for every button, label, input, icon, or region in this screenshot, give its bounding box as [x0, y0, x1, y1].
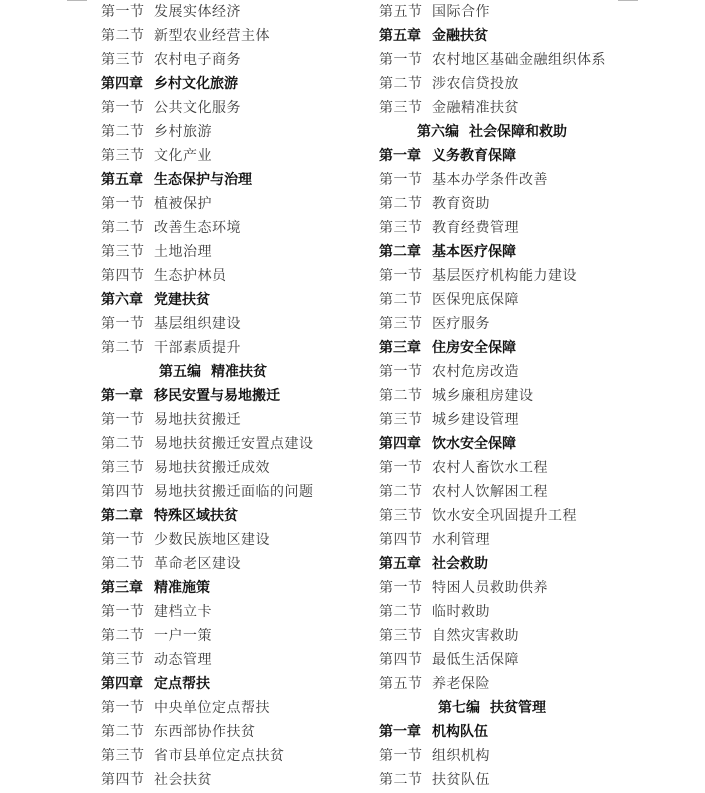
toc-section-title: 水利管理 — [432, 532, 490, 548]
toc-section-number: 第三节 — [379, 508, 423, 524]
toc-section-number: 第一节 — [101, 196, 145, 212]
toc-section-title: 农村人饮解困工程 — [432, 484, 548, 500]
toc-section-number: 第二节 — [101, 220, 145, 236]
toc-section-number: 第二节 — [101, 724, 145, 740]
toc-section-title: 组织机构 — [432, 748, 490, 764]
toc-section-number: 第一节 — [379, 580, 423, 596]
toc-chapter-entry — [101, 384, 381, 408]
toc-section-title: 土地治理 — [154, 244, 212, 260]
toc-section-entry — [101, 432, 381, 456]
toc-chapter-title: 生态保护与治理 — [154, 172, 252, 188]
toc-chapter-title: 社会救助 — [432, 556, 488, 572]
toc-section-entry — [379, 384, 679, 408]
toc-section-title: 临时救助 — [432, 604, 490, 620]
toc-section-entry — [379, 48, 679, 72]
toc-section-entry — [379, 288, 679, 312]
toc-section-number: 第三节 — [379, 412, 423, 428]
toc-section-number: 第一节 — [379, 364, 423, 380]
toc-section-title: 医保兜底保障 — [432, 292, 519, 308]
top-left-rule — [67, 0, 87, 1]
toc-section-number: 第五节 — [379, 676, 423, 692]
toc-section-entry — [101, 408, 381, 432]
toc-section-entry — [101, 696, 381, 720]
toc-section-entry — [379, 0, 679, 24]
toc-chapter-title: 精准施策 — [154, 580, 210, 596]
toc-section-entry — [379, 528, 679, 552]
toc-chapter-entry — [379, 432, 679, 456]
toc-section-number: 第一节 — [101, 100, 145, 116]
toc-section-title: 生态护林员 — [154, 268, 227, 284]
toc-chapter-title: 移民安置与易地搬迁 — [154, 388, 280, 404]
toc-section-entry — [379, 600, 679, 624]
toc-section-entry — [379, 72, 679, 96]
toc-section-title: 农村地区基础金融组织体系 — [432, 52, 606, 68]
toc-chapter-number: 第一章 — [379, 724, 421, 740]
toc-section-number: 第二节 — [379, 388, 423, 404]
toc-section-entry — [101, 336, 381, 360]
toc-section-entry — [379, 480, 679, 504]
toc-section-number: 第四节 — [101, 268, 145, 284]
toc-section-entry — [379, 624, 679, 648]
toc-section-title: 新型农业经营主体 — [154, 28, 270, 44]
toc-section-entry — [379, 504, 679, 528]
toc-section-entry — [379, 408, 679, 432]
toc-section-entry — [101, 480, 381, 504]
toc-section-title: 革命老区建设 — [154, 556, 241, 572]
toc-section-entry — [101, 552, 381, 576]
toc-section-number: 第五节 — [379, 4, 423, 20]
toc-section-number: 第四节 — [101, 772, 145, 788]
toc-section-title: 最低生活保障 — [432, 652, 519, 668]
toc-chapter-number: 第六章 — [101, 292, 143, 308]
toc-section-entry — [101, 0, 381, 24]
toc-section-entry — [379, 672, 679, 696]
toc-section-title: 易地扶贫搬迁 — [154, 412, 241, 428]
toc-section-number: 第二节 — [101, 628, 145, 644]
toc-section-number: 第三节 — [379, 628, 423, 644]
toc-section-title: 饮水安全巩固提升工程 — [432, 508, 577, 524]
toc-part-entry — [101, 360, 325, 384]
toc-section-number: 第一节 — [379, 52, 423, 68]
toc-chapter-title: 基本医疗保障 — [432, 244, 516, 260]
toc-section-number: 第一节 — [379, 268, 423, 284]
toc-section-title: 基层医疗机构能力建设 — [432, 268, 577, 284]
toc-section-entry — [379, 744, 679, 768]
toc-section-title: 文化产业 — [154, 148, 212, 164]
toc-part-number: 第六编 — [417, 124, 459, 140]
toc-section-title: 易地扶贫搬迁成效 — [154, 460, 270, 476]
toc-section-entry — [101, 528, 381, 552]
toc-chapter-title: 机构队伍 — [432, 724, 488, 740]
toc-section-entry — [101, 192, 381, 216]
toc-section-number: 第一节 — [101, 412, 145, 428]
toc-chapter-title: 党建扶贫 — [154, 292, 210, 308]
toc-part-entry — [379, 696, 605, 720]
toc-chapter-number: 第四章 — [101, 76, 143, 92]
toc-section-entry — [379, 264, 679, 288]
toc-section-entry — [101, 240, 381, 264]
toc-section-number: 第二节 — [101, 556, 145, 572]
toc-section-title: 教育经费管理 — [432, 220, 519, 236]
toc-chapter-title: 金融扶贫 — [432, 28, 488, 44]
toc-section-title: 乡村旅游 — [154, 124, 212, 140]
toc-section-number: 第二节 — [379, 604, 423, 620]
toc-section-title: 公共文化服务 — [154, 100, 241, 116]
toc-chapter-entry — [379, 144, 679, 168]
toc-section-number: 第三节 — [101, 244, 145, 260]
toc-section-number: 第三节 — [101, 748, 145, 764]
toc-chapter-title: 饮水安全保障 — [432, 436, 516, 452]
toc-chapter-number: 第五章 — [379, 28, 421, 44]
toc-section-entry — [379, 312, 679, 336]
toc-section-number: 第三节 — [101, 52, 145, 68]
toc-section-number: 第四节 — [379, 532, 423, 548]
toc-right-column — [379, 0, 679, 792]
toc-chapter-title: 特殊区域扶贫 — [154, 508, 238, 524]
toc-section-number: 第二节 — [379, 772, 423, 788]
toc-section-entry — [101, 96, 381, 120]
toc-section-entry — [101, 768, 381, 792]
toc-section-title: 基层组织建设 — [154, 316, 241, 332]
toc-section-number: 第三节 — [101, 148, 145, 164]
toc-chapter-title: 定点帮扶 — [154, 676, 210, 692]
toc-section-number: 第二节 — [101, 340, 145, 356]
toc-section-number: 第二节 — [101, 436, 145, 452]
toc-chapter-number: 第五章 — [101, 172, 143, 188]
toc-section-title: 农村人畜饮水工程 — [432, 460, 548, 476]
toc-chapter-entry — [101, 72, 381, 96]
toc-section-entry — [379, 768, 679, 792]
toc-section-entry — [101, 24, 381, 48]
toc-section-number: 第一节 — [101, 4, 145, 20]
toc-chapter-number: 第一章 — [101, 388, 143, 404]
toc-section-number: 第二节 — [101, 28, 145, 44]
toc-section-title: 扶贫队伍 — [432, 772, 490, 788]
toc-section-number: 第三节 — [379, 100, 423, 116]
toc-section-title: 干部素质提升 — [154, 340, 241, 356]
toc-chapter-entry — [379, 24, 679, 48]
toc-section-title: 少数民族地区建设 — [154, 532, 270, 548]
toc-chapter-entry — [101, 288, 381, 312]
toc-part-number: 第五编 — [159, 364, 201, 380]
toc-section-number: 第三节 — [379, 316, 423, 332]
toc-chapter-number: 第三章 — [101, 580, 143, 596]
toc-section-number: 第三节 — [101, 460, 145, 476]
toc-section-entry — [379, 648, 679, 672]
toc-chapter-entry — [379, 336, 679, 360]
toc-section-title: 农村电子商务 — [154, 52, 241, 68]
toc-section-title: 城乡建设管理 — [432, 412, 519, 428]
toc-section-entry — [101, 144, 381, 168]
toc-section-entry — [101, 648, 381, 672]
toc-section-title: 动态管理 — [154, 652, 212, 668]
toc-chapter-number: 第二章 — [101, 508, 143, 524]
toc-chapter-number: 第四章 — [101, 676, 143, 692]
toc-section-title: 涉农信贷投放 — [432, 76, 519, 92]
toc-section-title: 东西部协作扶贫 — [154, 724, 256, 740]
toc-section-entry — [101, 456, 381, 480]
toc-section-title: 改善生态环境 — [154, 220, 241, 236]
toc-section-number: 第二节 — [379, 292, 423, 308]
toc-section-number: 第一节 — [101, 700, 145, 716]
toc-section-entry — [101, 624, 381, 648]
toc-chapter-entry — [379, 552, 679, 576]
toc-section-entry — [101, 120, 381, 144]
toc-part-entry — [379, 120, 605, 144]
toc-section-number: 第四节 — [101, 484, 145, 500]
toc-section-number: 第三节 — [101, 652, 145, 668]
toc-section-entry — [101, 48, 381, 72]
toc-section-title: 国际合作 — [432, 4, 490, 20]
toc-section-number: 第一节 — [101, 316, 145, 332]
toc-section-title: 特困人员救助供养 — [432, 580, 548, 596]
toc-section-title: 社会扶贫 — [154, 772, 212, 788]
toc-section-number: 第二节 — [379, 196, 423, 212]
toc-section-title: 基本办学条件改善 — [432, 172, 548, 188]
toc-chapter-number: 第三章 — [379, 340, 421, 356]
toc-section-entry — [101, 600, 381, 624]
toc-chapter-entry — [101, 576, 381, 600]
toc-part-title: 扶贫管理 — [490, 700, 546, 716]
toc-section-number: 第二节 — [379, 76, 423, 92]
toc-chapter-entry — [101, 504, 381, 528]
toc-chapter-title: 义务教育保障 — [432, 148, 516, 164]
toc-section-number: 第二节 — [379, 484, 423, 500]
toc-section-title: 易地扶贫搬迁安置点建设 — [154, 436, 314, 452]
toc-section-entry — [101, 216, 381, 240]
toc-section-entry — [101, 264, 381, 288]
toc-chapter-entry — [379, 720, 679, 744]
toc-section-number: 第一节 — [379, 460, 423, 476]
toc-section-title: 医疗服务 — [432, 316, 490, 332]
toc-section-number: 第一节 — [379, 172, 423, 188]
toc-chapter-entry — [101, 672, 381, 696]
toc-part-number: 第七编 — [438, 700, 480, 716]
toc-section-number: 第三节 — [379, 220, 423, 236]
toc-section-title: 养老保险 — [432, 676, 490, 692]
toc-section-title: 省市县单位定点扶贫 — [154, 748, 285, 764]
toc-chapter-number: 第四章 — [379, 436, 421, 452]
toc-part-title: 社会保障和救助 — [469, 124, 567, 140]
toc-section-entry — [379, 456, 679, 480]
toc-section-entry — [379, 192, 679, 216]
toc-section-entry — [101, 720, 381, 744]
toc-chapter-title: 乡村文化旅游 — [154, 76, 238, 92]
toc-section-title: 农村危房改造 — [432, 364, 519, 380]
toc-section-title: 一户一策 — [154, 628, 212, 644]
toc-section-title: 自然灾害救助 — [432, 628, 519, 644]
toc-section-number: 第一节 — [101, 532, 145, 548]
toc-section-entry — [379, 576, 679, 600]
toc-chapter-number: 第一章 — [379, 148, 421, 164]
toc-section-number: 第一节 — [379, 748, 423, 764]
toc-chapter-entry — [379, 240, 679, 264]
toc-section-title: 建档立卡 — [154, 604, 212, 620]
toc-section-title: 发展实体经济 — [154, 4, 241, 20]
toc-section-entry — [379, 360, 679, 384]
toc-section-number: 第二节 — [101, 124, 145, 140]
toc-chapter-entry — [101, 168, 381, 192]
toc-chapter-title: 住房安全保障 — [432, 340, 516, 356]
toc-section-number: 第四节 — [379, 652, 423, 668]
toc-section-title: 金融精准扶贫 — [432, 100, 519, 116]
toc-left-column — [101, 0, 381, 792]
toc-section-entry — [379, 216, 679, 240]
toc-section-entry — [379, 168, 679, 192]
toc-section-entry — [101, 744, 381, 768]
toc-section-entry — [379, 96, 679, 120]
toc-section-title: 城乡廉租房建设 — [432, 388, 534, 404]
toc-section-title: 易地扶贫搬迁面临的问题 — [154, 484, 314, 500]
toc-chapter-number: 第二章 — [379, 244, 421, 260]
toc-part-title: 精准扶贫 — [211, 364, 267, 380]
toc-section-title: 教育资助 — [432, 196, 490, 212]
toc-chapter-number: 第五章 — [379, 556, 421, 572]
toc-section-title: 中央单位定点帮扶 — [154, 700, 270, 716]
toc-section-number: 第一节 — [101, 604, 145, 620]
toc-section-title: 植被保护 — [154, 196, 212, 212]
toc-section-entry — [101, 312, 381, 336]
